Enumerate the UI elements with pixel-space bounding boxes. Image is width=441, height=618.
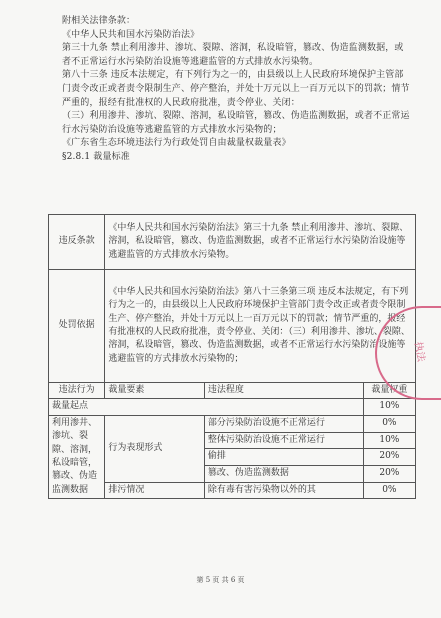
weight-cell: 10% (363, 432, 415, 449)
seal-text: 执法 (411, 341, 427, 363)
header-weight: 裁量权重 (363, 383, 415, 399)
discharge-weight: 0% (363, 482, 415, 499)
legal-provisions-text (62, 15, 412, 165)
behavior-description: 利用渗井、渗坑、裂隙、溶洞，私设暗管，篡改、伪造监测数据 (49, 415, 105, 498)
start-weight: 10% (363, 399, 415, 415)
penalty-label: 处罚依据 (49, 270, 105, 383)
factor-form: 行为表现形式 (105, 415, 204, 482)
section-heading: §2.8.1 裁量标准 (62, 151, 130, 162)
standard-title: 《广东省生态环境违法行为行政处罚自由裁量权裁量表》 (62, 138, 291, 149)
header-degree: 违法程度 (204, 383, 363, 399)
violation-text: 《中华人民共和国水污染防治法》第三十九条 禁止利用渗井、渗坑、裂隙、溶洞，私设暗管，篡改、伪造监测数据，或者不正常运行水污染防治设施等逃避监管的方式排放水污染物。 (105, 215, 416, 270)
article-39: 第三十九条 禁止利用渗井、渗坑、裂隙、溶洞，私设暗管，篡改、伪造监测数据，或者不正常运行水污染防治设施等逃避监管的方式排放水污染物。 (62, 43, 404, 67)
header-factor: 裁量要素 (105, 383, 204, 399)
penalty-text: 《中华人民共和国水污染防治法》第八十三条第三项 违反本法规定，有下列行为之一的，由县级以上人民政府环境保护主管部门责令改正或者责令限制生产、停产整治，并处十万元以上一百万元以下的罚款；情节严重的，报经有批准权的人民政府批准，责令停业、关闭：（三）利用渗井、渗坑、裂隙、溶洞，私设暗管，篡改、伪造监测数据，或者不正常运行水污染防治设施等逃避监管的方式排放水污染物的； (105, 270, 416, 383)
weight-cell: 20% (363, 465, 415, 482)
article-83-item-3: （三）利用渗井、渗坑、裂隙、溶洞，私设暗管，篡改、伪造监测数据，或者不正常运行水污染防治设施等逃避监管的方式排放水污染物的； (62, 111, 410, 135)
discharge-degree: 除有毒有害污染物以外的其 (204, 482, 363, 499)
discharge-factor: 排污情况 (105, 482, 204, 499)
weight-cell: 20% (363, 449, 415, 466)
page-footer: 第 5 页 共 6 页 (196, 576, 245, 584)
degree-cell: 部分污染防治设施不正常运行 (204, 415, 363, 432)
violation-label: 违反条款 (49, 215, 105, 270)
discretion-table-container (48, 214, 416, 499)
header-behavior: 违法行为 (49, 383, 105, 399)
attached-provisions-heading: 附相关法律条款： (62, 16, 136, 26)
header-row (49, 383, 416, 399)
discretion-table (48, 214, 416, 499)
start-label: 裁量起点 (49, 399, 364, 415)
start-row (49, 399, 416, 415)
article-83: 第八十三条 违反本法规定，有下列行为之一的，由县级以上人民政府环境保护主管部门责令改正或者责令限制生产、停产整治，并处十万元以上一百万元以下的罚款；情节严重的，报经有批准权的人民政府批准，责令停业、关闭： (62, 70, 410, 108)
penalty-row (49, 270, 416, 383)
weight-cell: 0% (363, 415, 415, 432)
table-row (49, 415, 416, 432)
violation-row (49, 215, 416, 270)
degree-cell: 篡改、伪造监测数据 (204, 465, 363, 482)
degree-cell: 偷排 (204, 449, 363, 466)
degree-cell: 整体污染防治设施不正常运行 (204, 432, 363, 449)
law-title: 《中华人民共和国水污染防治法》 (62, 29, 200, 40)
